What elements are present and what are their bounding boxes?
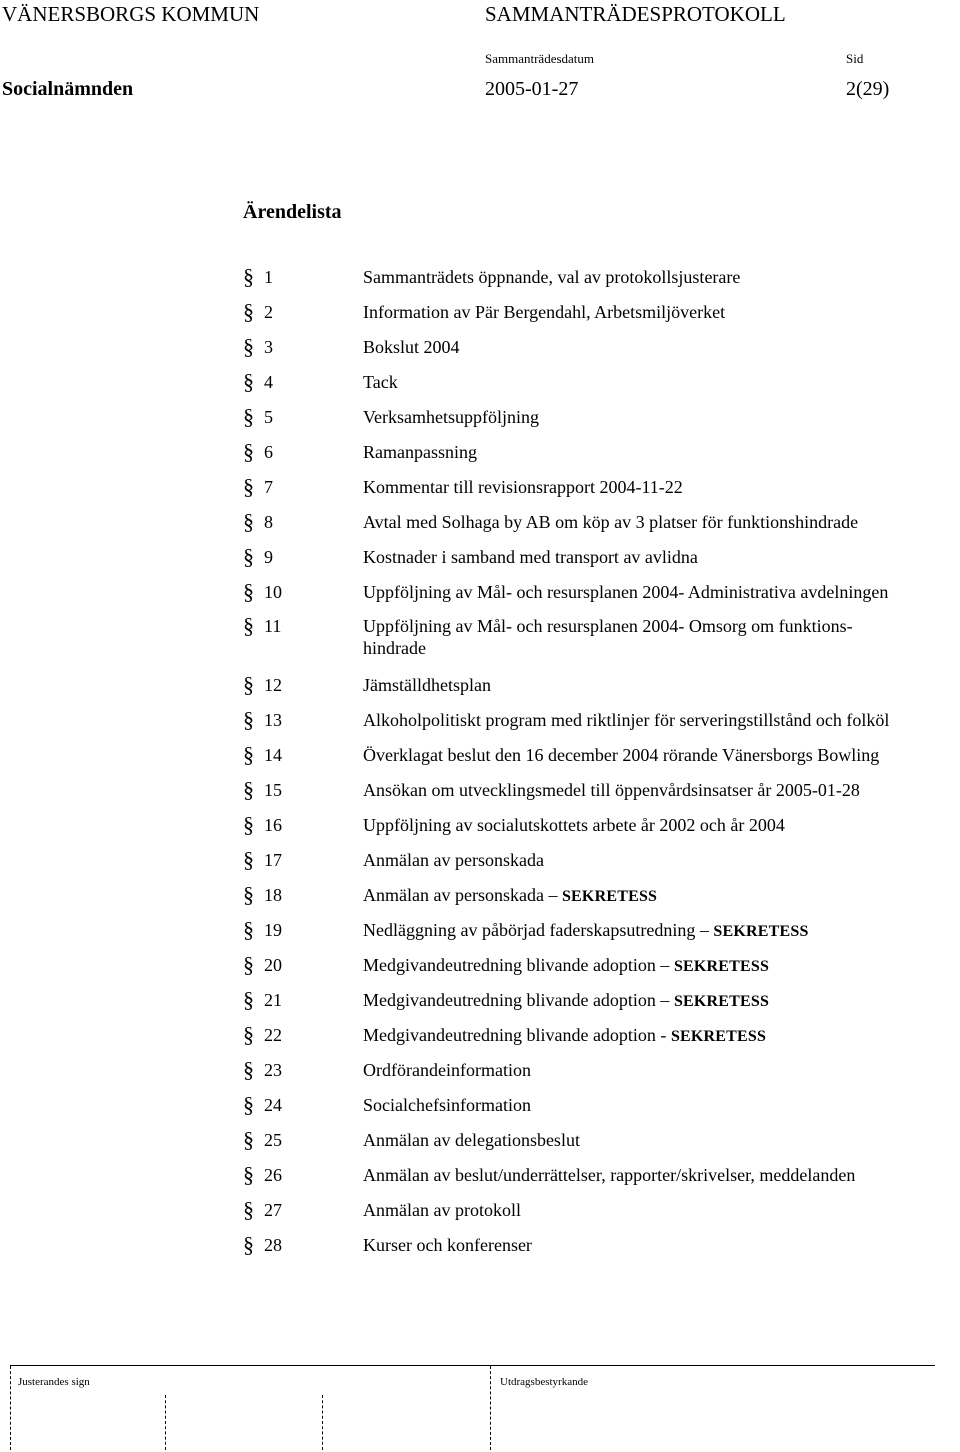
item-text (363, 476, 683, 498)
section-symbol: § (243, 299, 254, 324)
agenda-item (0, 475, 960, 509)
footer-dash (10, 1366, 11, 1450)
item-title: Överklagat beslut den 16 december 2004 rörande Vänersborgs Bowling (363, 745, 880, 765)
agenda-item (0, 673, 960, 707)
item-number: 7 (264, 477, 273, 497)
item-text (363, 1094, 531, 1116)
section-symbol: § (243, 439, 254, 464)
item-text (363, 779, 860, 801)
item-number: 1 (264, 267, 273, 287)
item-text (363, 674, 491, 696)
agenda-item (0, 1233, 960, 1267)
item-title: Uppföljning av Mål- och resursplanen 2004- Administrativa avdelningen (363, 582, 889, 602)
section-symbol: § (243, 544, 254, 569)
item-number: 20 (264, 955, 282, 975)
item-title: Jämställdhetsplan (363, 675, 491, 695)
agenda-item (0, 1128, 960, 1162)
item-title: Tack (363, 372, 398, 392)
item-number: 5 (264, 407, 273, 427)
item-number: 18 (264, 885, 282, 905)
item-title: Bokslut 2004 (363, 337, 460, 357)
agenda-item (0, 580, 960, 614)
item-text (363, 709, 889, 731)
secrecy-marker: SEKRETESS (561, 888, 658, 905)
item-title: Kommentar till revisionsrapport 2004-11-22 (363, 477, 683, 497)
footer-dash (490, 1366, 491, 1450)
item-text (363, 406, 539, 428)
item-number: 27 (264, 1200, 282, 1220)
agenda-item (0, 918, 960, 952)
agenda-item (0, 988, 960, 1022)
section-symbol: § (243, 1127, 254, 1152)
footer-divider (10, 1365, 935, 1366)
page-number: 2(29) (846, 78, 890, 100)
item-text (363, 744, 879, 766)
section-symbol: § (243, 707, 254, 732)
agenda-item (0, 1023, 960, 1057)
item-number: 11 (264, 616, 282, 636)
item-number: 2 (264, 302, 273, 322)
agenda-item (0, 370, 960, 404)
agenda-item (0, 440, 960, 474)
item-text (363, 441, 477, 463)
section-symbol: § (243, 952, 254, 977)
meeting-date: 2005-01-27 (485, 78, 579, 100)
agenda-item (0, 743, 960, 777)
section-symbol: § (243, 264, 254, 289)
item-title: Sammanträdets öppnande, val av protokollsjusterare (363, 267, 741, 287)
item-text (363, 301, 725, 323)
item-text (363, 336, 460, 358)
footer-dash (322, 1395, 323, 1450)
agenda-item (0, 1198, 960, 1232)
org-name: VÄNERSBORGS KOMMUN (2, 2, 260, 26)
section-symbol: § (243, 742, 254, 767)
section-symbol: § (243, 812, 254, 837)
item-text (363, 849, 544, 871)
item-title: Avtal med Solhaga by AB om köp av 3 platser för funktionshindrade (363, 512, 859, 532)
item-title: Anmälan av beslut/underrättelser, rapporter/skrivelser, meddelanden (363, 1165, 856, 1185)
item-title: Verksamhetsuppföljning (363, 407, 539, 427)
item-number: 24 (264, 1095, 282, 1115)
item-title: Anmälan av personskada (363, 850, 544, 870)
section-symbol: § (243, 369, 254, 394)
agenda-item (0, 953, 960, 987)
page-label: Sid (846, 51, 864, 66)
item-title: Ramanpassning (363, 442, 477, 462)
item-text (363, 1164, 855, 1186)
item-number: 21 (264, 990, 282, 1010)
item-number: 23 (264, 1060, 282, 1080)
section-symbol: § (243, 917, 254, 942)
item-number: 25 (264, 1130, 282, 1150)
item-title: Medgivandeutredning blivande adoption – (363, 955, 674, 975)
section-symbol: § (243, 1092, 254, 1117)
item-number: 9 (264, 547, 273, 567)
item-title: Anmälan av protokoll (363, 1200, 521, 1220)
agenda-item (0, 1163, 960, 1197)
item-title: Nedläggning av påbörjad faderskapsutredning – (363, 920, 714, 940)
section-symbol: § (243, 1232, 254, 1257)
item-text (363, 546, 698, 568)
section-symbol: § (243, 1057, 254, 1082)
footer-utdragsbestyrkande: Utdragsbestyrkande (500, 1376, 588, 1388)
agenda-item (0, 708, 960, 742)
item-number: 3 (264, 337, 273, 357)
item-text (363, 954, 769, 978)
item-text (363, 1234, 532, 1256)
item-text (363, 615, 853, 659)
section-symbol: § (243, 613, 254, 638)
item-title: Ansökan om utvecklingsmedel till öppenvårdsinsatser år 2005-01-28 (363, 780, 860, 800)
item-title: Kostnader i samband med transport av avlidna (363, 547, 698, 567)
item-title: Socialchefsinformation (363, 1095, 531, 1115)
secrecy-marker: SEKRETESS (673, 993, 770, 1010)
section-symbol: § (243, 579, 254, 604)
item-number: 4 (264, 372, 273, 392)
section-symbol: § (243, 509, 254, 534)
item-text (363, 266, 740, 288)
item-number: 26 (264, 1165, 282, 1185)
item-number: 19 (264, 920, 282, 940)
agenda-item (0, 510, 960, 544)
item-text (363, 1129, 580, 1151)
item-title: Anmälan av personskada – (363, 885, 562, 905)
agenda-item (0, 265, 960, 299)
item-title: Uppföljning av socialutskottets arbete år 2002 och år 2004 (363, 815, 785, 835)
item-number: 10 (264, 582, 282, 602)
secrecy-marker: SEKRETESS (670, 1028, 767, 1045)
agenda-item (0, 613, 960, 658)
section-symbol: § (243, 1197, 254, 1222)
secrecy-marker: SEKRETESS (673, 958, 770, 975)
item-number: 6 (264, 442, 273, 462)
section-symbol: § (243, 1022, 254, 1047)
section-symbol: § (243, 1162, 254, 1187)
agenda-item (0, 335, 960, 369)
section-symbol: § (243, 847, 254, 872)
item-text (363, 884, 657, 908)
agenda-item (0, 813, 960, 847)
item-number: 17 (264, 850, 282, 870)
item-number: 22 (264, 1025, 282, 1045)
item-title: Anmälan av delegationsbeslut (363, 1130, 580, 1150)
item-text (363, 511, 858, 533)
section-symbol: § (243, 882, 254, 907)
item-title: Alkoholpolitiskt program med riktlinjer för serveringstillstånd och folköl (363, 710, 890, 730)
item-title-continuation: hindrade (363, 638, 426, 658)
document-type: SAMMANTRÄDESPROTOKOLL (485, 2, 786, 26)
section-symbol: § (243, 777, 254, 802)
item-title: Information av Pär Bergendahl, Arbetsmiljöverket (363, 302, 726, 322)
footer-justerandes-sign: Justerandes sign (18, 1376, 90, 1388)
item-title: Kurser och konferenser (363, 1235, 532, 1255)
footer-dash (165, 1395, 166, 1450)
agenda-item (0, 1093, 960, 1127)
item-number: 28 (264, 1235, 282, 1255)
item-text (363, 371, 398, 393)
item-number: 13 (264, 710, 282, 730)
item-number: 8 (264, 512, 273, 532)
item-text (363, 919, 809, 943)
date-label: Sammanträdesdatum (485, 51, 595, 66)
agenda-item (0, 1058, 960, 1092)
agenda-item (0, 405, 960, 439)
item-text (363, 989, 769, 1013)
section-symbol: § (243, 334, 254, 359)
item-text (363, 1024, 766, 1048)
section-symbol: § (243, 672, 254, 697)
agenda-item (0, 300, 960, 334)
item-title: Ordförandeinformation (363, 1060, 531, 1080)
item-number: 12 (264, 675, 282, 695)
section-symbol: § (243, 404, 254, 429)
item-title: Uppföljning av Mål- och resursplanen 2004- Omsorg om funktions- (363, 616, 853, 636)
item-number: 16 (264, 815, 282, 835)
item-text (363, 581, 888, 603)
page-title: Ärendelista (243, 201, 342, 223)
item-text (363, 1059, 531, 1081)
item-number: 15 (264, 780, 282, 800)
committee-name: Socialnämnden (2, 78, 134, 100)
section-symbol: § (243, 987, 254, 1012)
agenda-item (0, 848, 960, 882)
item-number: 14 (264, 745, 282, 765)
agenda-item (0, 545, 960, 579)
item-title: Medgivandeutredning blivande adoption - (363, 1025, 671, 1045)
section-symbol: § (243, 474, 254, 499)
agenda-item (0, 778, 960, 812)
item-text (363, 1199, 521, 1221)
secrecy-marker: SEKRETESS (713, 923, 809, 940)
item-text (363, 814, 785, 836)
agenda-item (0, 883, 960, 917)
item-title: Medgivandeutredning blivande adoption – (363, 990, 674, 1010)
